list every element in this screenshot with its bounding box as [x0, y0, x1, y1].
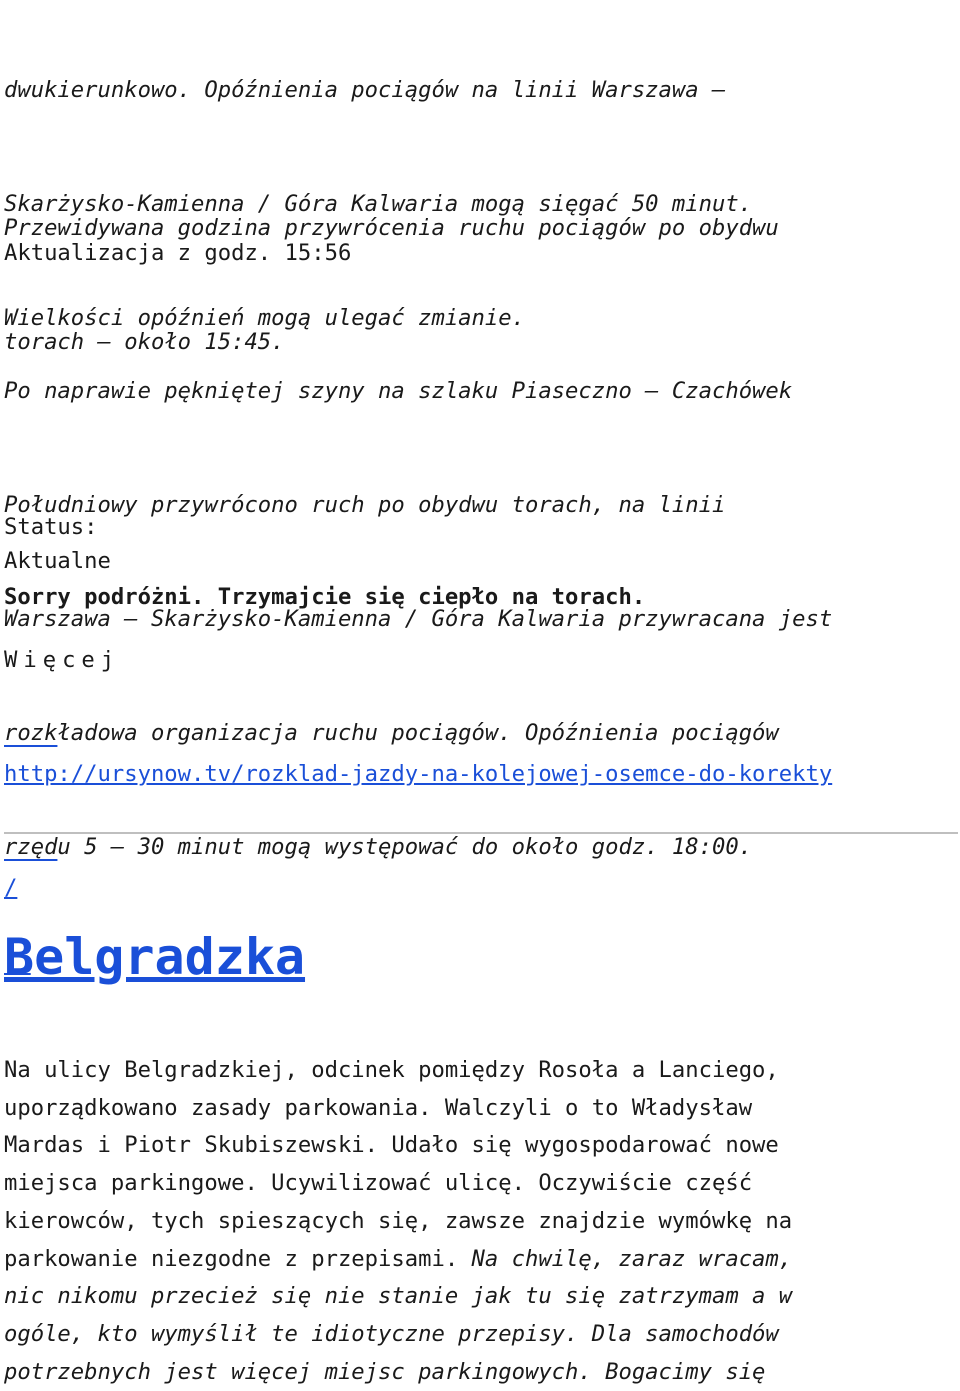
more-link-line-2: / [4, 875, 18, 901]
restore-line-2: torach – około 15:45. [4, 329, 285, 355]
intro-line-2: Skarżysko-Kamienna / Góra Kalwaria mogą sięgać 50 minut. [4, 191, 753, 217]
article-body-italic-text: Na chwilę, zaraz wracam, [471, 1245, 793, 1272]
article-body-text: kierowców, tych spieszących się, zawsze znajdzie wymówkę na [4, 1207, 793, 1234]
article-body-text: parkowanie niezgodne z przepisami. [4, 1245, 472, 1272]
restore-line-1: Przewidywana godzina przywrócenia ruchu pociągów po obydwu [4, 215, 779, 241]
article-body-line [4, 1278, 792, 1316]
article-body-line [4, 1165, 792, 1203]
update-line-4: rozkładowa organizacja ruchu pociągów. Opóźnienia pociągów [4, 720, 779, 746]
article-body-text: Mardas i Piotr Skubiszewski. Udało się wygospodarować nowe [4, 1132, 779, 1159]
article-body-line [4, 1316, 792, 1354]
article-body-italic-text: nic nikomu przecież się nie stanie jak tu się zatrzymam a w [4, 1283, 793, 1310]
article-body-text: miejsca parkingowe. Ucywilizować ulicę. Oczywiście część [4, 1170, 753, 1197]
update-line-3: Warszawa – Skarżysko-Kamienna / Góra Kalwaria przywracana jest [4, 606, 833, 632]
article-body-line [4, 1127, 792, 1165]
update-line-2: Południowy przywrócono ruch po obydwu torach, na linii [4, 492, 726, 518]
update-heading: Aktualizacja z godz. 15:56 [4, 240, 352, 266]
article-body [4, 1052, 792, 1391]
article-body-text: Na ulicy Belgradzkiej, odcinek pomiędzy Rosoła a Lanciego, [4, 1057, 779, 1083]
status-label: Status: [4, 514, 98, 540]
article-body-line [4, 1241, 792, 1279]
article-title [4, 922, 305, 992]
more-link-line-1: http://ursynow.tv/rozklad-jazdy-na-kolejowej-osemce-do-korekty [4, 761, 833, 787]
article-body-text: uporządkowano zasady parkowania. Walczyli o to Władysław [4, 1094, 753, 1121]
article-body-line [4, 1090, 792, 1128]
update-line-5: rzędu 5 – 30 minut mogą występować do około godz. 18:00. [4, 834, 753, 860]
article-title-link[interactable]: Belgradzka [4, 928, 306, 986]
more-label: Więcej [4, 647, 121, 673]
article-body-italic-text: potrzebnych jest więcej miejsc parkingowych. Bogacimy się [4, 1358, 766, 1385]
article-body-line [4, 1354, 792, 1391]
update-line-1: Po naprawie pękniętej szyny na szlaku Piaseczno – Czachówek [4, 378, 793, 404]
intro-line-3: Wielkości opóźnień mogą ulegać zmianie. [4, 305, 525, 331]
article-body-line [4, 1203, 792, 1241]
sorry-message: Sorry podróżni. Trzymajcie się ciepło na torach. [4, 584, 646, 610]
section-divider [4, 832, 958, 834]
status-value: Aktualne [4, 548, 111, 574]
intro-line-1: dwukierunkowo. Opóźnienia pociągów na linii Warszawa – [4, 77, 726, 103]
article-body-line [4, 1052, 792, 1090]
article-body-italic-text: ogóle, kto wymyślił te idiotyczne przepisy. Dla samochodów [4, 1320, 779, 1347]
